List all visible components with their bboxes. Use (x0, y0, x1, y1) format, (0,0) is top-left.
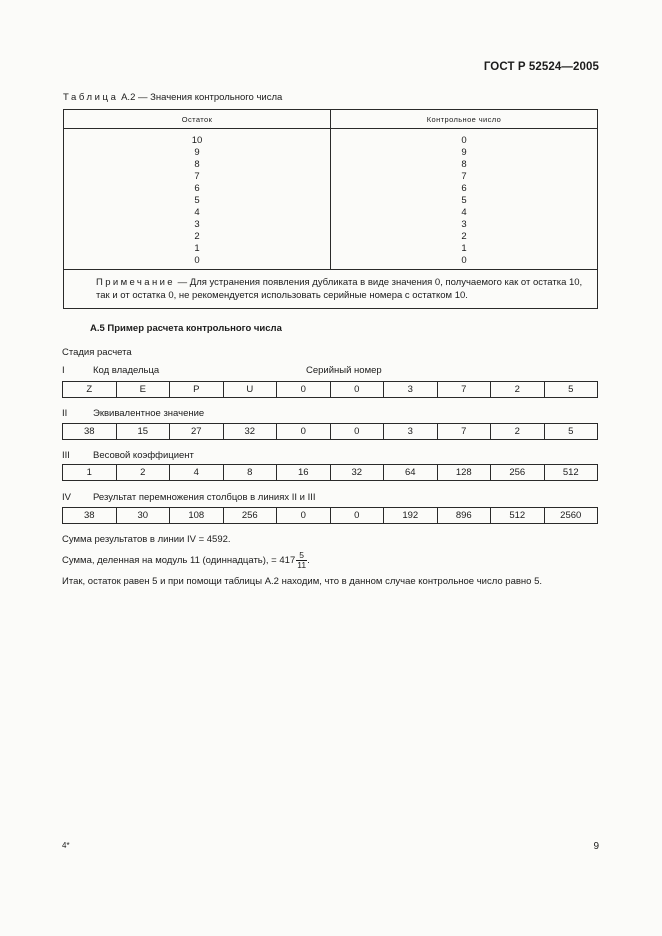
check-digit-column (331, 129, 598, 270)
check-digit-item: 5 (461, 195, 467, 206)
remainder-item: 5 (194, 195, 200, 206)
row4-roman: IV (62, 492, 71, 503)
summary-line-2 (62, 551, 310, 570)
remainder-item: 1 (194, 243, 200, 254)
row4-cell: 0 (277, 508, 331, 524)
row1-cell: 2 (491, 382, 545, 398)
check-digit-item: 3 (461, 219, 467, 230)
note-label: Примечание (96, 277, 175, 288)
table-caption-title: А.2 — Значения контрольного числа (118, 92, 283, 103)
fraction (296, 551, 307, 570)
check-digit-item: 6 (461, 183, 467, 194)
row4-cell: 192 (384, 508, 438, 524)
check-digit-item: 7 (461, 171, 467, 182)
check-digit-list (331, 135, 597, 267)
row1-cell: P (170, 382, 224, 398)
row4-cell: 512 (491, 508, 545, 524)
row1-cell: E (116, 382, 170, 398)
row4-cell: 2560 (544, 508, 598, 524)
remainder-item: 2 (194, 231, 200, 242)
stage-label: Стадия расчета (62, 347, 132, 358)
footer-mark: 4* (62, 841, 70, 850)
summary-line-2-suffix: . (307, 555, 310, 567)
document-header: ГОСТ Р 52524—2005 (483, 61, 599, 73)
column-header-check-digit: Контрольное число (331, 110, 598, 129)
section-title: А.5 Пример расчета контрольного числа (90, 323, 282, 334)
row2-table (62, 423, 598, 440)
row4-cell: 38 (63, 508, 117, 524)
check-digit-table (63, 109, 598, 309)
row1-cell: U (223, 382, 277, 398)
row3-cell: 256 (491, 465, 545, 481)
summary-line-2-text: Сумма, деленная на модуль 11 (одиннадцать), = 417 (62, 555, 296, 567)
row3-cell: 512 (544, 465, 598, 481)
row4-cell: 896 (437, 508, 491, 524)
row2-cell: 5 (544, 424, 598, 440)
remainder-item: 7 (194, 171, 200, 182)
row2-roman: II (62, 408, 68, 419)
remainder-item: 3 (194, 219, 200, 230)
row4-cell: 0 (330, 508, 384, 524)
row1-label: Код владельца (93, 365, 160, 376)
row3-cell: 64 (384, 465, 438, 481)
remainder-item: 8 (194, 159, 200, 170)
check-digit-item: 1 (461, 243, 467, 254)
row3-cell: 1 (63, 465, 117, 481)
summary-line-1: Сумма результатов в линии IV = 4592. (62, 534, 231, 545)
row2-cell: 32 (223, 424, 277, 440)
note-text: — Для устранения появления дубликата в виде значения 0, получаемого как от остатка 10, так и от остатка 0, не рекомендуется использовать серийные номера с остатком 10. (96, 277, 583, 301)
summary-line-3: Итак, остаток равен 5 и при помощи таблицы А.2 находим, что в данном случае контрольное число равно 5. (62, 576, 543, 587)
row3-cell: 32 (330, 465, 384, 481)
remainder-list (64, 135, 330, 267)
remainder-item: 4 (194, 207, 200, 218)
row3-cell: 128 (437, 465, 491, 481)
row3-roman: III (62, 450, 70, 461)
check-digit-item: 0 (461, 255, 467, 266)
row2-cell: 3 (384, 424, 438, 440)
row4-cell: 108 (170, 508, 224, 524)
remainder-item: 6 (194, 183, 200, 194)
row3-table (62, 464, 598, 481)
check-digit-item: 8 (461, 159, 467, 170)
remainder-item: 9 (194, 147, 200, 158)
remainder-item: 0 (194, 255, 200, 266)
row1-cell: 3 (384, 382, 438, 398)
row1-cell: 0 (330, 382, 384, 398)
row1-cell: 0 (277, 382, 331, 398)
remainder-column (64, 129, 331, 270)
fraction-denominator: 11 (297, 560, 307, 570)
row3-cell: 8 (223, 465, 277, 481)
check-digit-item: 0 (461, 135, 467, 146)
check-digit-item: 2 (461, 231, 467, 242)
row4-cell: 30 (116, 508, 170, 524)
remainder-item: 10 (191, 135, 203, 146)
row4-label: Результат перемножения столбцов в линиях II и III (93, 492, 316, 503)
row3-label: Весовой коэффициент (93, 450, 194, 461)
row2-cell: 7 (437, 424, 491, 440)
row3-cell: 4 (170, 465, 224, 481)
check-digit-item: 4 (461, 207, 467, 218)
row2-cell: 15 (116, 424, 170, 440)
row2-cell: 38 (63, 424, 117, 440)
column-header-remainder: Остаток (64, 110, 331, 129)
row3-cell: 2 (116, 465, 170, 481)
check-digit-item: 9 (461, 147, 467, 158)
fraction-numerator: 5 (296, 551, 307, 561)
row1-cell: 7 (437, 382, 491, 398)
table-caption-prefix: Таблица (63, 92, 119, 103)
row1-label-serial: Серийный номер (306, 365, 382, 376)
table-note (64, 270, 598, 309)
row4-table (62, 507, 598, 524)
row1-cell: Z (63, 382, 117, 398)
row3-cell: 16 (277, 465, 331, 481)
row2-cell: 0 (330, 424, 384, 440)
row1-cell: 5 (544, 382, 598, 398)
row1-table (62, 381, 598, 398)
table-caption (63, 92, 282, 103)
row2-cell: 2 (491, 424, 545, 440)
row2-cell: 0 (277, 424, 331, 440)
row2-label: Эквивалентное значение (93, 408, 205, 419)
row4-cell: 256 (223, 508, 277, 524)
row2-cell: 27 (170, 424, 224, 440)
page-number: 9 (593, 841, 599, 852)
row1-roman: I (62, 365, 65, 376)
